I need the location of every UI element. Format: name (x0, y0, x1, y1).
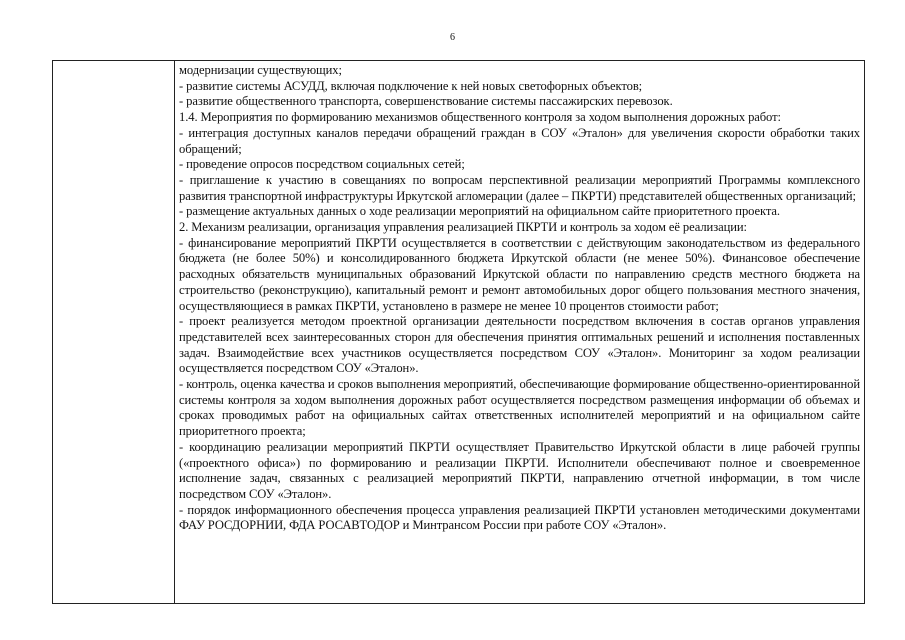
paragraph: - интеграция доступных каналов передачи обращений граждан в СОУ «Эталон» для увеличения скорости обработки таких обращений; (179, 125, 860, 156)
paragraph: - развитие системы АСУДД, включая подключение к ней новых светофорных объектов; (179, 78, 643, 93)
paragraph: - контроль, оценка качества и сроков выполнения мероприятий, обеспечивающие формирование общественно-ориентированной системы контроля за ходом выполнения дорожных работ осуществляется посредством размещения информации об объемах и сроках проводимых работ на официальных сайтах ответственных исполнителей мероприятий и на официальном сайте приоритетного проекта; (179, 377, 860, 439)
document-table (52, 60, 865, 604)
content-cell (175, 61, 865, 604)
paragraph: - развитие общественного транспорта, совершенствование системы пассажирских перевозок. (179, 94, 673, 109)
paragraph: - размещение актуальных данных о ходе реализации мероприятий на официальном сайте приоритетного проекта. (179, 204, 780, 219)
paragraph: - проект реализуется методом проектной организации деятельности посредством включения в состав органов управления представителей всех заинтересованных сторон для обеспечения принятия оптимальных решений и исполнения поставленных задач. Взаимодействие всех участников осуществляется посредством СОУ «Эталон». Мониторинг за ходом реализации осуществляется посредством СОУ «Эталон». (179, 314, 860, 376)
page-number: 6 (450, 32, 455, 43)
paragraph: - проведение опросов посредством социальных сетей; (179, 157, 465, 172)
left-column-cell (53, 61, 175, 604)
paragraph: 1.4. Мероприятия по формированию механизмов общественного контроля за ходом выполнения дорожных работ: (179, 110, 781, 125)
paragraph: 2. Механизм реализации, организация управления реализацией ПКРТИ и контроль за ходом её реализации: (179, 220, 747, 235)
paragraph: - порядок информационного обеспечения процесса управления реализацией ПКРТИ установлен методическими документами ФАУ РОСДОРНИИ, ФДА РОСАВТОДОР и Минтрансом России при работе СОУ «Эталон». (179, 502, 860, 533)
content-text (175, 61, 864, 534)
paragraph: - финансирование мероприятий ПКРТИ осуществляется в соответствии с действующим законодательством из федерального бюджета (не более 50%) и консолидированного бюджета Иркутской области (не менее 50%). Финансовое обеспечение расходных обязательств муниципальных образований Иркутской области по направлению средств местного бюджета на строительство (реконструкцию), капитальный ремонт и ремонт автомобильных дорог общего пользования местного значения, осуществляющиеся в рамках ПКРТИ, установлено в размере не менее 10 процентов стоимости работ; (179, 235, 860, 313)
paragraph: - приглашение к участию в совещаниях по вопросам перспективной реализации мероприятий Программы комплексного развития транспортной инфраструктуры Иркутской агломерации (далее – ПКРТИ) представителей общественных организаций; (179, 172, 860, 203)
paragraph: модернизации существующих; (179, 63, 342, 77)
table-row (53, 61, 865, 604)
paragraph: - координацию реализации мероприятий ПКРТИ осуществляет Правительство Иркутской области в лице рабочей группы («проектного офиса») по формированию и реализации ПКРТИ. Исполнители обеспечивают полное и своевременное исполнение задач, связанных с реализацией мероприятий ПКРТИ, направлению отчетной информации, в том числе посредством СОУ «Эталон». (179, 439, 860, 501)
